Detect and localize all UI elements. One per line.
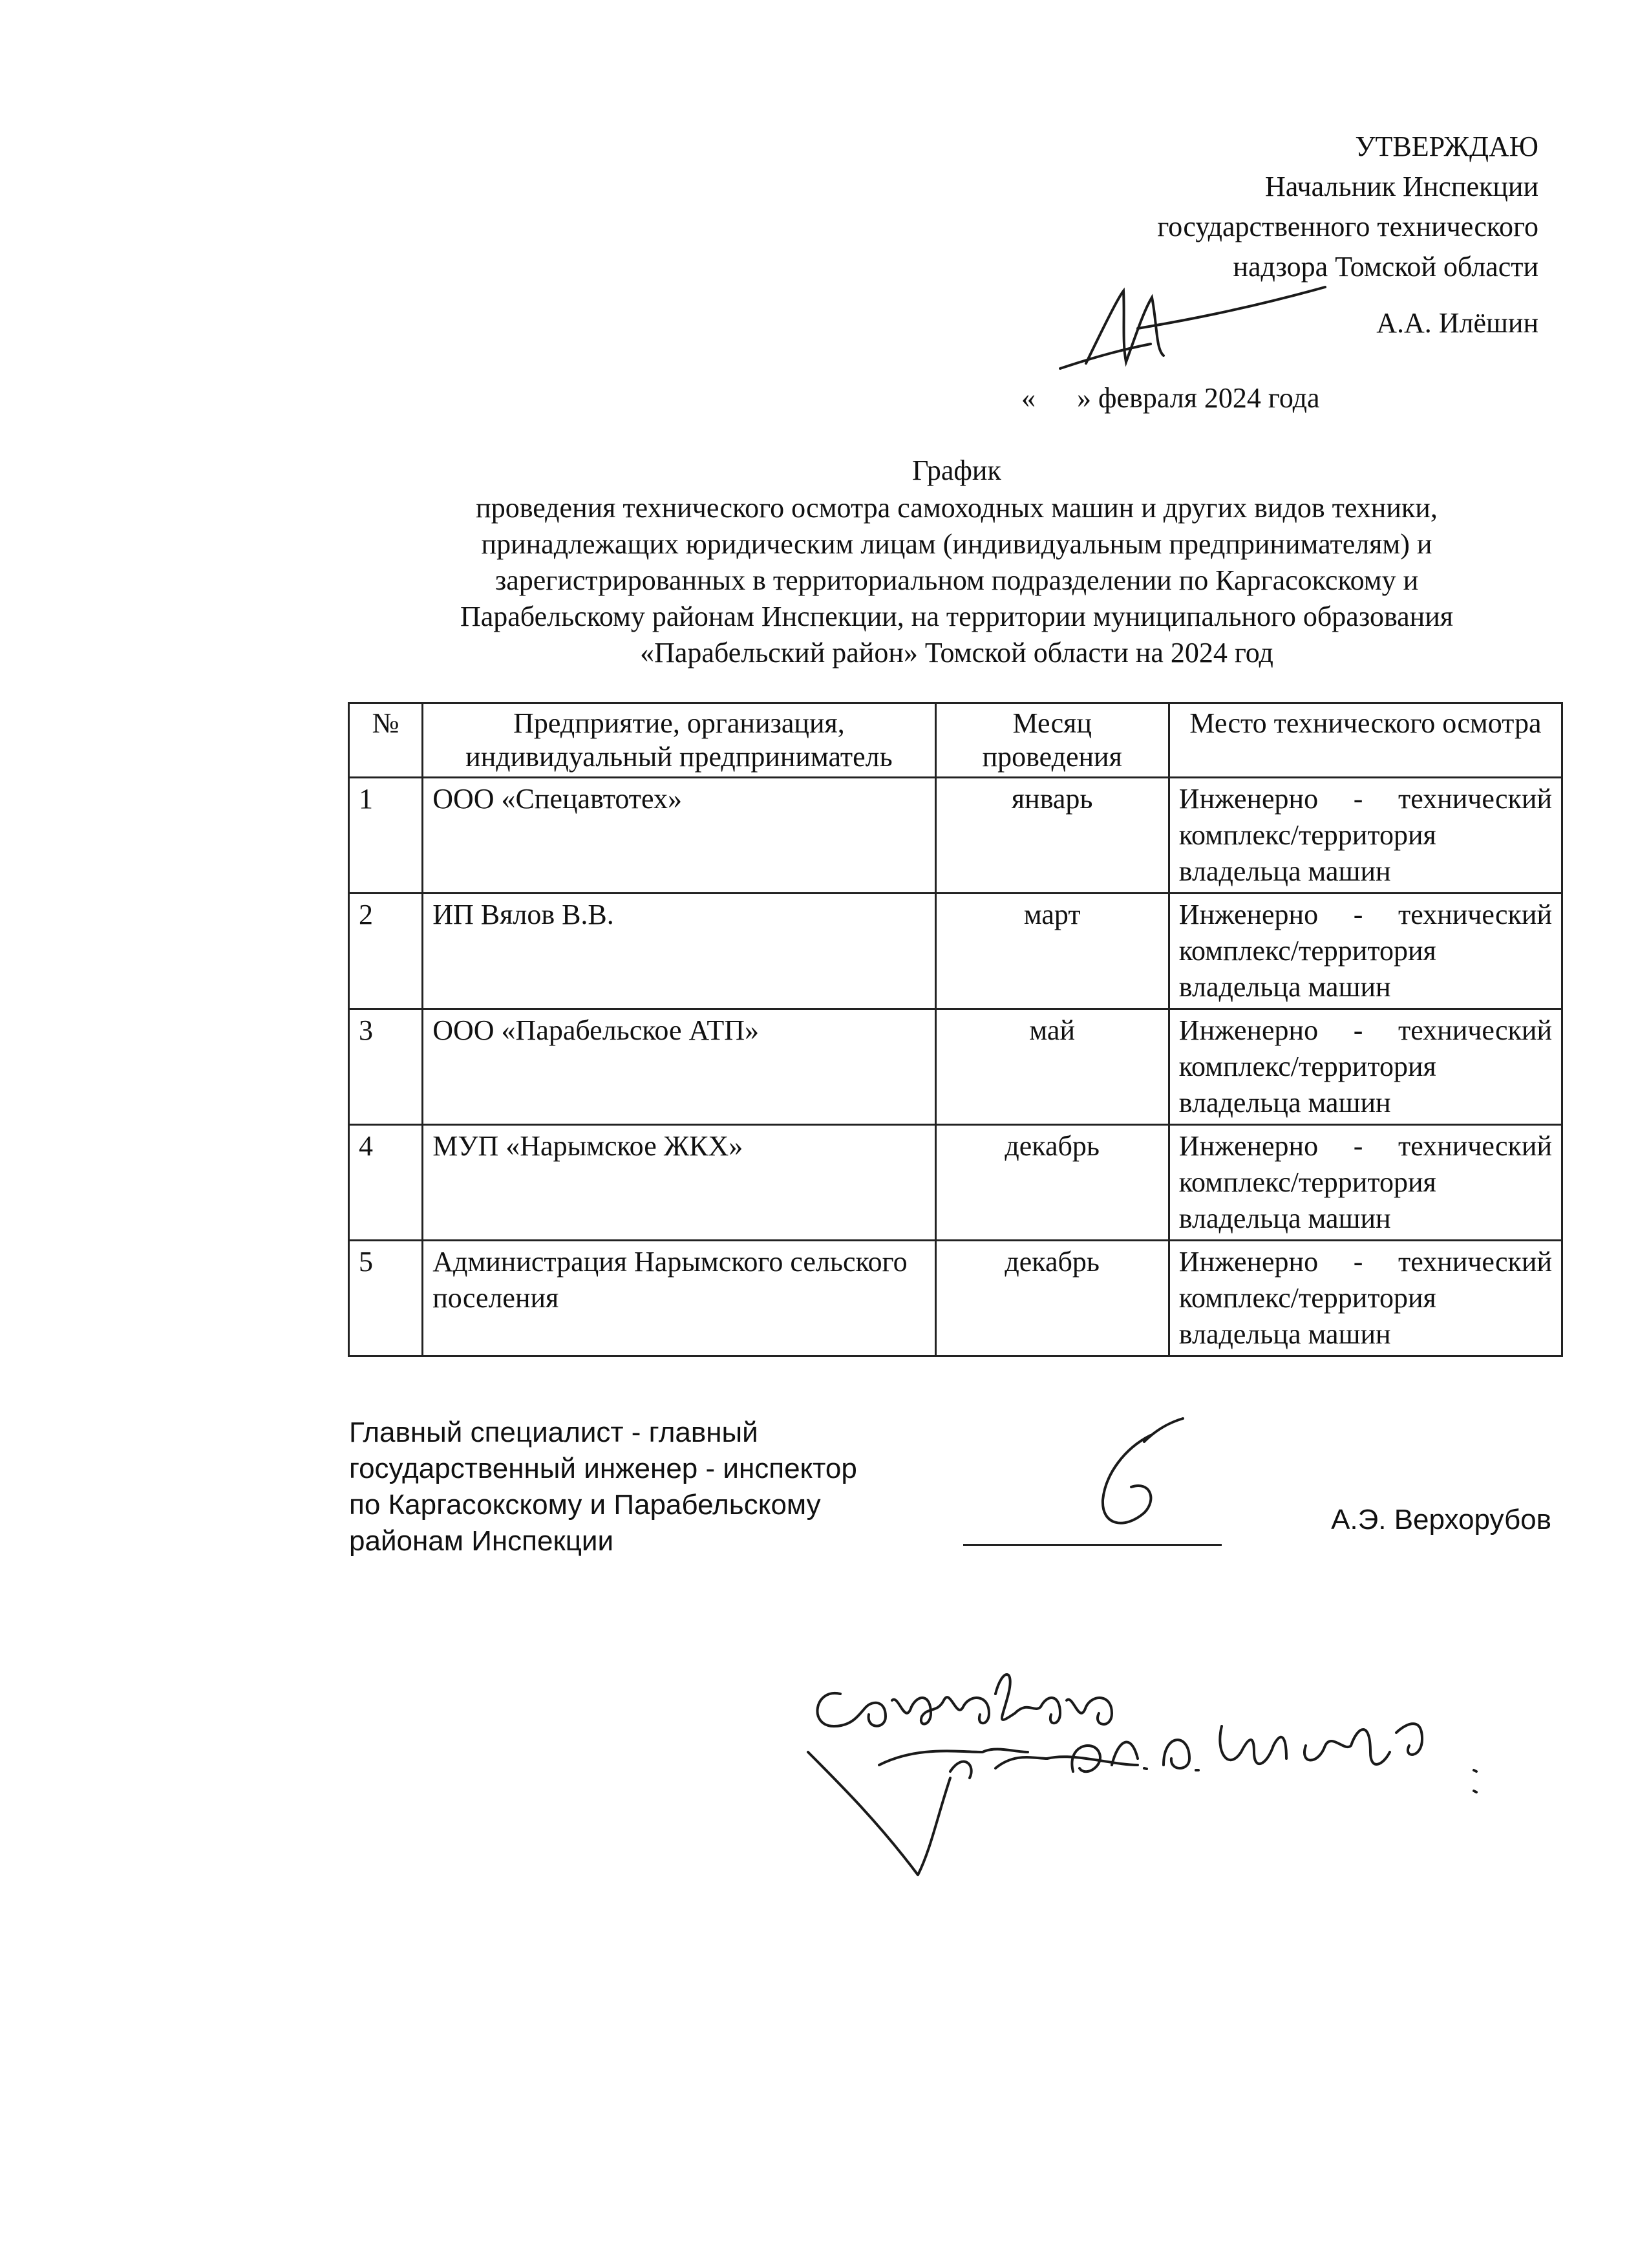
row-org: Администрация Нарымского сельского поселения	[423, 1241, 935, 1356]
table-row	[349, 1009, 1562, 1125]
row-org: ООО «Парабельское АТП»	[423, 1009, 935, 1125]
document-title	[349, 453, 1564, 671]
row-num: 4	[349, 1125, 423, 1241]
position-line: Главный специалист - главный	[349, 1417, 758, 1448]
date-rest: » февраля 2024 года	[1077, 382, 1320, 414]
row-place	[1169, 893, 1562, 1009]
place-line: комплекс/территория	[1178, 1166, 1436, 1198]
place-word: Инженерно	[1178, 899, 1319, 930]
table-row	[349, 1125, 1562, 1241]
row-org: ООО «Спецавтотех»	[423, 778, 935, 893]
place-word: технический	[1398, 1130, 1552, 1162]
place-word: Инженерно	[1178, 783, 1319, 815]
inspector-signature	[1047, 1416, 1215, 1545]
title-line: «Парабельский район» Томской области на 2024 год	[640, 637, 1273, 669]
header-num: №	[349, 703, 423, 778]
place-dash: -	[1353, 1246, 1363, 1278]
row-place	[1169, 778, 1562, 893]
table-row	[349, 778, 1562, 893]
date-open-quote: «	[1021, 382, 1036, 414]
position-line: по Каргасокскому и Парабельскому	[349, 1489, 821, 1521]
place-line: комплекс/территория	[1178, 1051, 1436, 1082]
row-place	[1169, 1009, 1562, 1125]
row-month: январь	[935, 778, 1169, 893]
approval-line: надзора Томской области	[1233, 251, 1538, 283]
signature-line	[963, 1544, 1222, 1546]
approval-line: Начальник Инспекции	[1264, 171, 1538, 202]
title-heading: График	[912, 455, 1001, 486]
place-dash: -	[1353, 899, 1363, 930]
place-line: владельца машин	[1178, 971, 1391, 1003]
place-line: владельца машин	[1178, 1203, 1391, 1234]
row-month: декабрь	[935, 1241, 1169, 1356]
signatory-name: А.Э. Верхорубов	[1331, 1504, 1551, 1535]
place-line: комплекс/территория	[1178, 935, 1436, 967]
place-dash: -	[1353, 1014, 1363, 1046]
row-place	[1169, 1125, 1562, 1241]
row-month: декабрь	[935, 1125, 1169, 1241]
place-word: технический	[1398, 899, 1552, 930]
place-word: Инженерно	[1178, 1014, 1319, 1046]
place-word: Инженерно	[1178, 1246, 1319, 1278]
position-line: государственный инженер - инспектор	[349, 1453, 857, 1484]
signatory-position	[349, 1415, 931, 1559]
place-line: комплекс/территория	[1178, 819, 1436, 851]
place-word: технический	[1398, 1014, 1552, 1046]
title-line: принадлежащих юридическим лицам (индивидуальным предпринимателям) и	[481, 528, 1432, 560]
approval-line: государственного технического	[1157, 211, 1538, 242]
schedule-table	[348, 702, 1563, 1357]
position-line: районам Инспекции	[349, 1525, 614, 1557]
table-row	[349, 1241, 1562, 1356]
title-line: проведения технического осмотра самоходных машин и других видов техники,	[476, 492, 1438, 524]
header-month: Месяц проведения	[935, 703, 1169, 778]
place-word: технический	[1398, 783, 1552, 815]
place-dash: -	[1353, 1130, 1363, 1162]
row-num: 1	[349, 778, 423, 893]
place-line: владельца машин	[1178, 855, 1391, 887]
row-num: 3	[349, 1009, 423, 1125]
row-month: май	[935, 1009, 1169, 1125]
approval-name: А.А. Илёшин	[1376, 307, 1538, 339]
place-line: комплекс/территория	[1178, 1282, 1436, 1314]
table-row	[349, 893, 1562, 1009]
row-month: март	[935, 893, 1169, 1009]
row-num: 2	[349, 893, 423, 1009]
place-line: владельца машин	[1178, 1087, 1391, 1118]
approval-heading: УТВЕРЖДАЮ	[1355, 131, 1538, 162]
row-org: МУП «Нарымское ЖКХ»	[423, 1125, 935, 1241]
approval-date	[1021, 381, 1320, 414]
row-num: 5	[349, 1241, 423, 1356]
place-word: технический	[1398, 1246, 1552, 1278]
title-line: Парабельскому районам Инспекции, на территории муниципального образования	[460, 601, 1454, 632]
title-line: зарегистрированных в территориальном подразделении по Каргасокскому и	[495, 564, 1419, 596]
row-org: ИП Вялов В.В.	[423, 893, 935, 1009]
agreement-handwriting	[802, 1655, 1513, 1927]
place-word: Инженерно	[1178, 1130, 1319, 1162]
approval-block	[970, 127, 1538, 287]
table-header-row	[349, 703, 1562, 778]
header-place: Место технического осмотра	[1169, 703, 1562, 778]
row-place	[1169, 1241, 1562, 1356]
place-line: владельца машин	[1178, 1318, 1391, 1350]
header-org: Предприятие, организация, индивидуальный предприниматель	[423, 703, 935, 778]
place-dash: -	[1353, 783, 1363, 815]
